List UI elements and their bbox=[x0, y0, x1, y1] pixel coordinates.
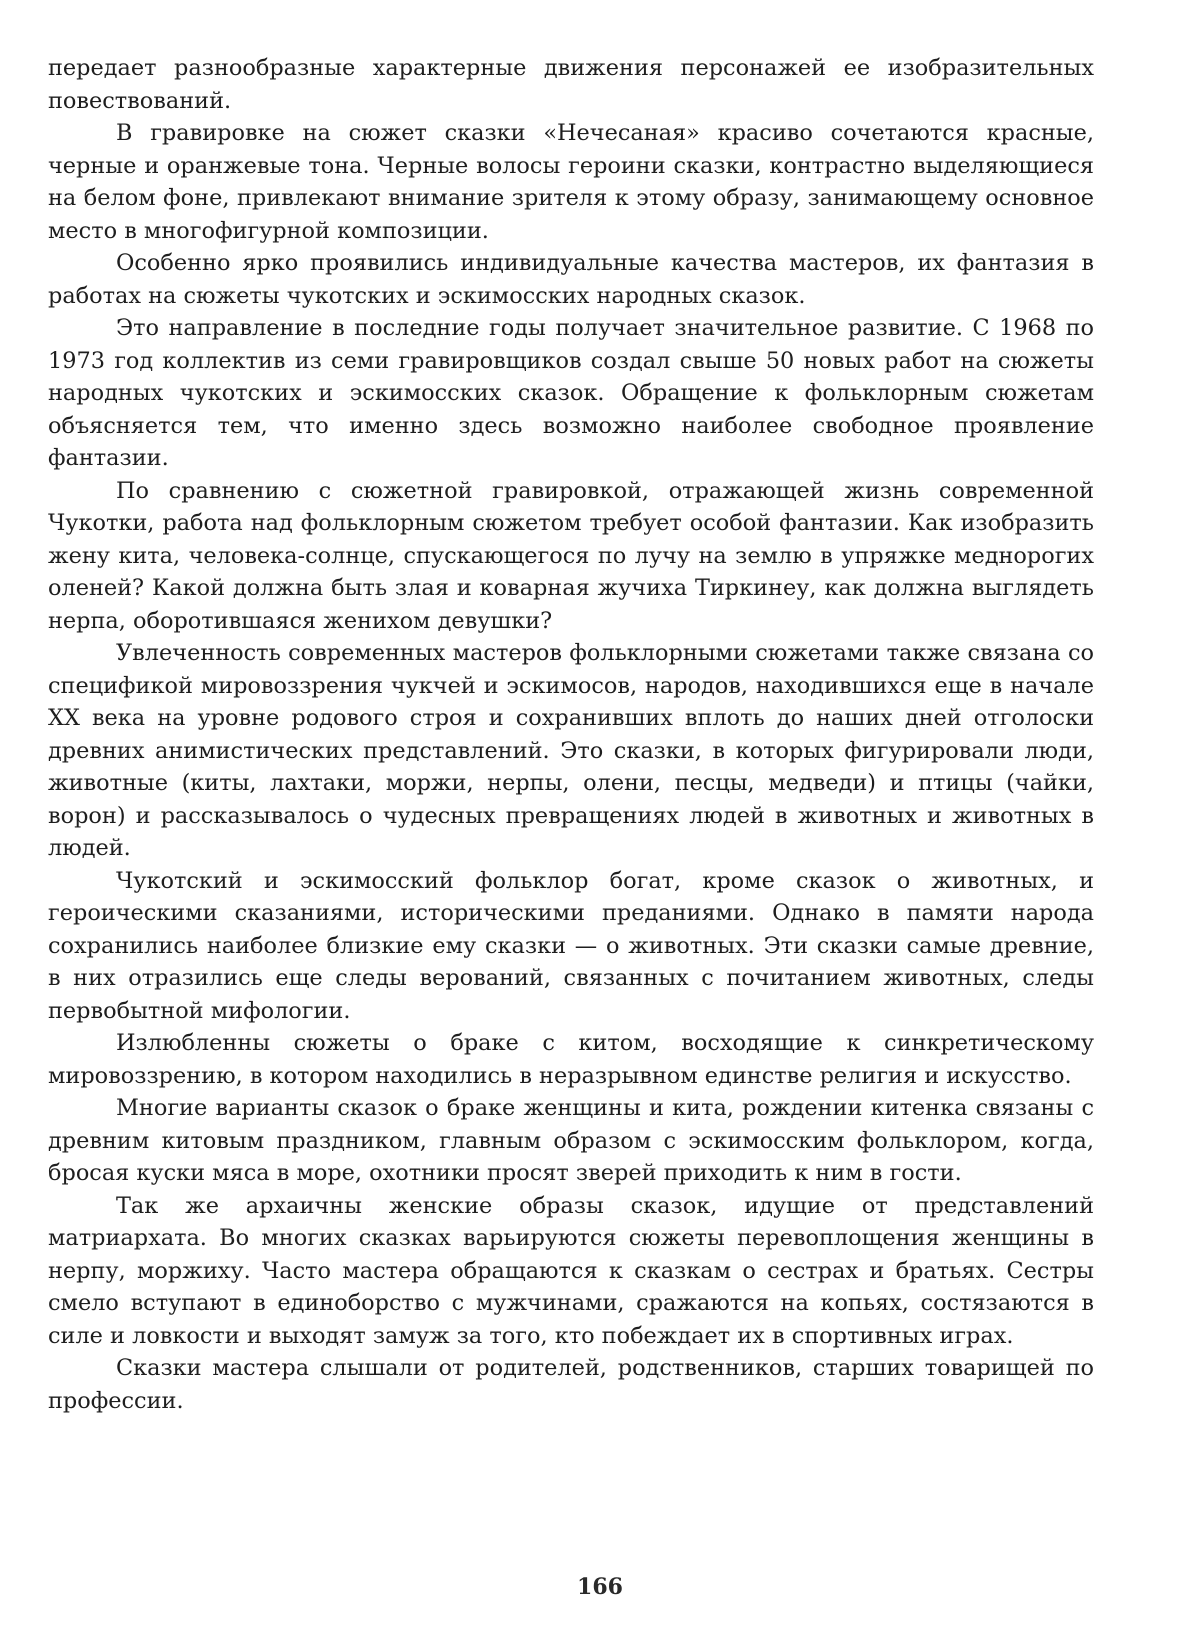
paragraph-3: Особенно ярко проявились индивидуальные качества мастеров, их фантазия в работах на сюжеты чукотских и эскимосских народных сказок. bbox=[48, 247, 1094, 312]
paragraph-1: передает разнообразные характерные движения персонажей ее изобразительных повествований. bbox=[48, 52, 1094, 117]
paragraph-4: Это направление в последние годы получает значительное развитие. С 1968 по 1973 год коллектив из семи гравировщиков создал свыше 50 новых работ на сюжеты народных чукотских и эскимосских сказок. Обращение к фольклорным сюжетам объясняется тем, что именно здесь возможно наиболее свободное проявление фантазии. bbox=[48, 312, 1094, 475]
paragraph-5: По сравнению с сюжетной гравировкой, отражающей жизнь современной Чукотки, работа над фольклорным сюжетом требует особой фантазии. Как изобразить жену кита, человека-солнце, спускающегося по лучу на землю в упряжке меднорогих оленей? Какой должна быть злая и коварная жучиха Тиркинеу, как должна выглядеть нерпа, оборотившаяся женихом девушки? bbox=[48, 475, 1094, 638]
paragraph-7: Чукотский и эскимосский фольклор богат, кроме сказок о животных, и героическими сказаниями, историческими преданиями. Однако в памяти народа сохранились наиболее близкие ему сказки — о животных. Эти сказки самые древние, в них отразились еще следы верований, связанных с почитанием животных, следы первобытной мифологии. bbox=[48, 865, 1094, 1028]
paragraph-2: В гравировке на сюжет сказки «Нечесаная» красиво сочетаются красные, черные и оранжевые тона. Черные волосы героини сказки, контрастно выделяющиеся на белом фоне, привлекают внимание зрителя к этому образу, занимающему основное место в многофигурной композиции. bbox=[48, 117, 1094, 247]
paragraph-8: Излюбленны сюжеты о браке с китом, восходящие к синкретическому мировоззрению, в котором находились в неразрывном единстве религия и искусство. bbox=[48, 1027, 1094, 1092]
paragraph-9: Многие варианты сказок о браке женщины и кита, рождении китенка связаны с древним китовым праздником, главным образом с эскимосским фольклором, когда, бросая куски мяса в море, охотники просят зверей приходить к ним в гости. bbox=[48, 1092, 1094, 1190]
page-text bbox=[48, 52, 1094, 1417]
paragraph-6: Увлеченность современных мастеров фольклорными сюжетами также связана со спецификой мировоззрения чукчей и эскимосов, народов, находившихся еще в начале XX века на уровне родового строя и сохранивших вплоть до наших дней отголоски древних анимистических представлений. Это сказки, в которых фигурировали люди, животные (киты, лахтаки, моржи, нерпы, олени, песцы, медведи) и птицы (чайки, ворон) и рассказывалось о чудесных превращениях людей в животных и животных в людей. bbox=[48, 637, 1094, 865]
paragraph-11: Сказки мастера слышали от родителей, родственников, старших товарищей по профессии. bbox=[48, 1352, 1094, 1417]
page-number: 166 bbox=[0, 1574, 1200, 1600]
paragraph-10: Так же архаичны женские образы сказок, идущие от представлений матриархата. Во многих сказках варьируются сюжеты перевоплощения женщины в нерпу, моржиху. Часто мастера обращаются к сказкам о сестрах и братьях. Сестры смело вступают в единоборство с мужчинами, сражаются на копьях, состязаются в силе и ловкости и выходят замуж за того, кто побеждает их в спортивных играх. bbox=[48, 1190, 1094, 1353]
